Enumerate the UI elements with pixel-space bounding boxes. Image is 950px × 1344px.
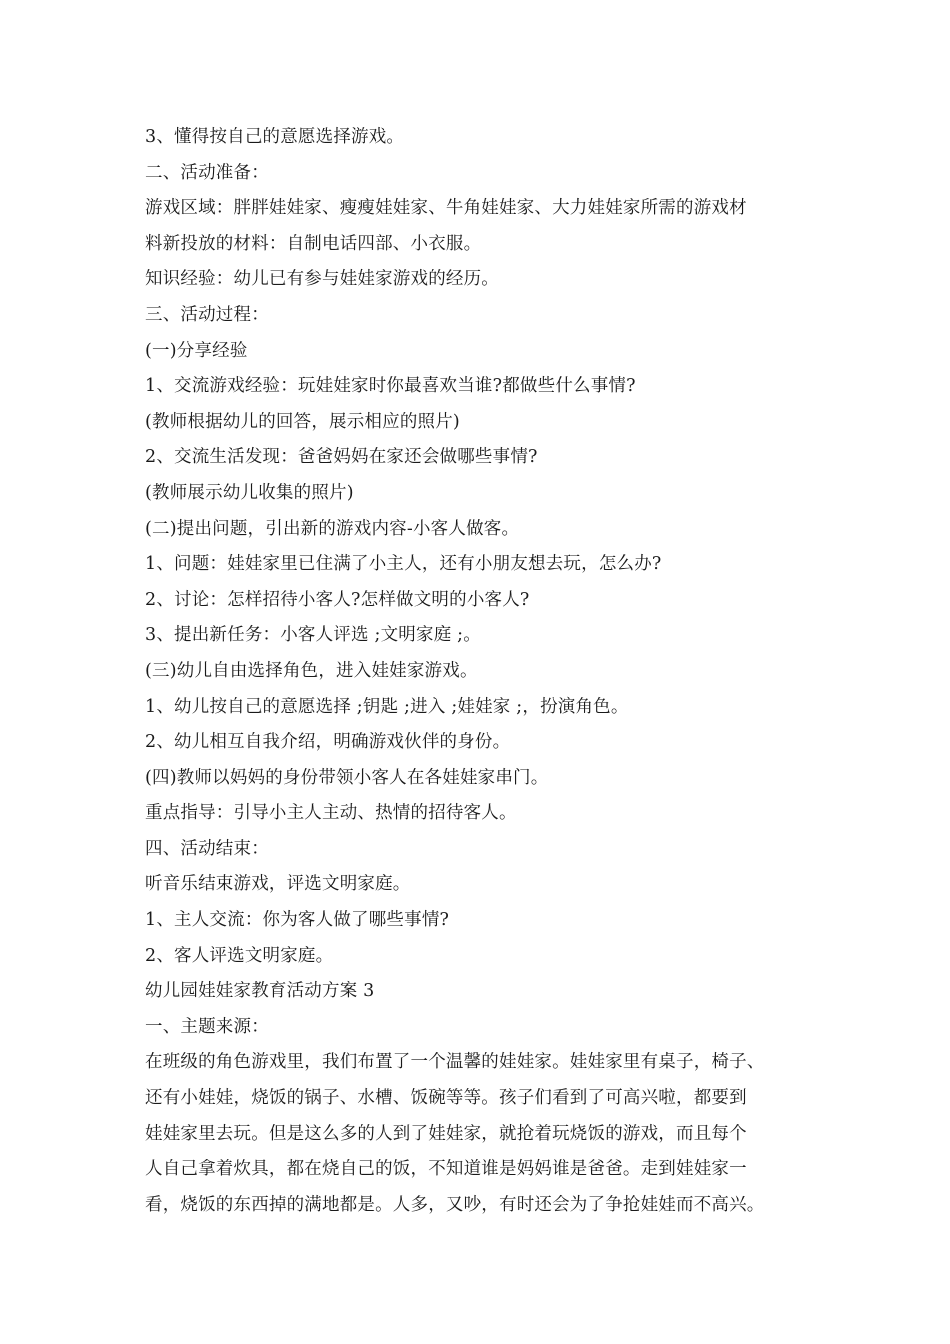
list-item-new-task: 3、提出新任务：小客人评选 ;文明家庭 ;。 [145, 625, 481, 646]
subheading-raise-question: (二)提出问题，引出新的游戏内容-小客人做客。 [145, 518, 520, 539]
paragraph-theme-line-5: 看，烧饭的东西掉的满地都是。人多，又吵，有时还会为了争抢娃娃而不高兴。 [145, 1194, 765, 1215]
paragraph-game-area: 游戏区域：胖胖娃娃家、瘦瘦娃娃家、牛角娃娃家、大力娃娃家所需的游戏材 [145, 198, 747, 219]
paragraph-end-game: 听音乐结束游戏，评选文明家庭。 [145, 874, 411, 895]
subheading-free-choice: (三)幼儿自由选择角色，进入娃娃家游戏。 [145, 660, 478, 681]
paragraph-theme-line-2: 还有小娃娃，烧饭的锅子、水槽、饭碗等等。孩子们看到了可高兴啦，都要到 [145, 1088, 747, 1109]
list-item-host-exchange: 1、主人交流：你为客人做了哪些事情? [145, 910, 450, 931]
paragraph-theme-line-1: 在班级的角色游戏里，我们布置了一个温馨的娃娃家。娃娃家里有桌子，椅子、 [145, 1052, 765, 1073]
paragraph-theme-line-3: 娃娃家里去玩。但是这么多的人到了娃娃家，就抢着玩烧饭的游戏，而且每个 [145, 1123, 747, 1144]
list-item-exchange-life: 2、交流生活发现：爸爸妈妈在家还会做哪些事情? [145, 447, 538, 468]
paragraph-theme-line-4: 人自己拿着炊具，都在烧自己的饭，不知道谁是妈妈谁是爸爸。走到娃娃家一 [145, 1159, 747, 1180]
list-item-discussion: 2、讨论：怎样招待小客人?怎样做文明的小客人? [145, 589, 530, 610]
list-item-question: 1、问题：娃娃家里已住满了小主人，还有小朋友想去玩，怎么办? [145, 554, 662, 575]
section-heading-theme-source: 一、主题来源： [145, 1016, 269, 1037]
section-heading-process: 三、活动过程： [145, 304, 269, 325]
paragraph-knowledge-experience: 知识经验：幼儿已有参与娃娃家游戏的经历。 [145, 269, 499, 290]
list-item-choose-role: 1、幼儿按自己的意愿选择 ;钥匙 ;进入 ;娃娃家 ;，扮演角色。 [145, 696, 629, 717]
section-heading-preparation: 二、活动准备： [145, 162, 269, 183]
subheading-share-experience: (一)分享经验 [145, 340, 248, 361]
list-item-self-introduction: 2、幼儿相互自我介绍，明确游戏伙伴的身份。 [145, 732, 511, 753]
list-item-understand-choice: 3、懂得按自己的意愿选择游戏。 [145, 127, 405, 147]
list-item-guest-vote: 2、客人评选文明家庭。 [145, 945, 334, 966]
list-item-exchange-game: 1、交流游戏经验：玩娃娃家时你最喜欢当谁?都做些什么事情? [145, 376, 636, 397]
subheading-teacher-visit: (四)教师以妈妈的身份带领小客人在各娃娃家串门。 [145, 767, 549, 788]
paragraph-game-area-cont: 料新投放的材料：自制电话四部、小衣服。 [145, 233, 482, 254]
paragraph-key-guidance: 重点指导：引导小主人主动、热情的招待客人。 [145, 803, 517, 824]
section-heading-end: 四、活动结束： [145, 838, 269, 859]
document-page [145, 120, 825, 1223]
note-teacher-collected-photos: (教师展示幼儿收集的照片) [145, 482, 354, 503]
plan-title-3: 幼儿园娃娃家教育活动方案 3 [145, 981, 375, 1002]
note-teacher-photos: (教师根据幼儿的回答，展示相应的照片) [145, 411, 460, 432]
